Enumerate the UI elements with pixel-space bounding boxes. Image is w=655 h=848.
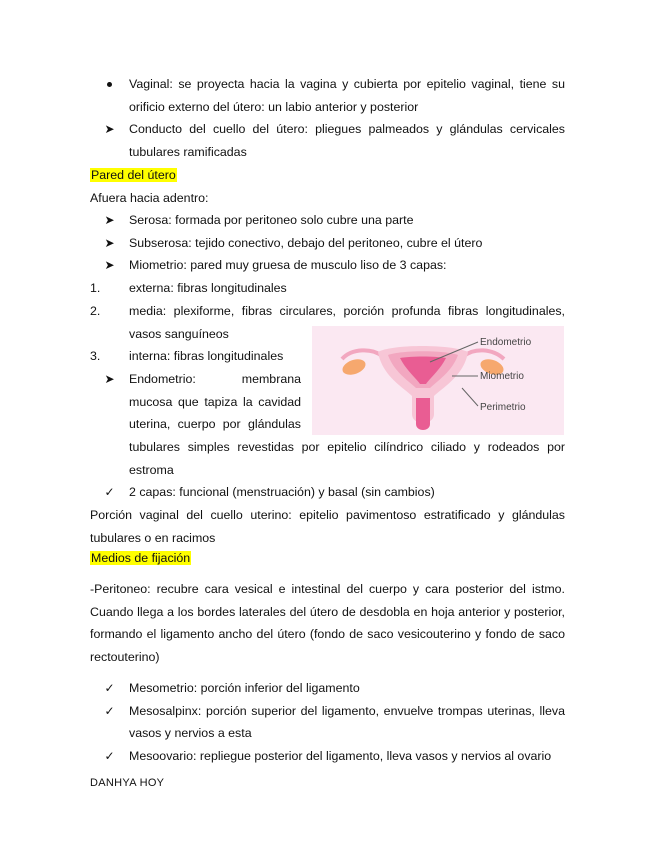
section-heading-text: Pared del útero: [91, 168, 176, 182]
cervix: [416, 398, 430, 430]
label-line-perimetrio: [462, 388, 478, 406]
list-number: 2.: [90, 303, 101, 318]
left-ovary: [340, 356, 367, 377]
list-item: [90, 232, 565, 255]
check-icon: ✓: [104, 681, 115, 695]
list-item: [90, 254, 565, 277]
list-item-text: Vaginal: se proyecta hacia la vagina y cubierta por epitelio vaginal, tiene su orificio externo del útero: un labio anterior y posterior: [129, 77, 565, 114]
section-heading-fijacion: [90, 547, 565, 570]
list-item-text: Serosa: formada por peritoneo solo cubre una parte: [129, 213, 414, 227]
porcion-paragraph: Porción vaginal del cuello uterino: epitelio pavimentoso estratificado y glándulas tubulares o en racimos: [90, 508, 565, 545]
layer-media-text: media: plexiforme, fibras circulares, porción profunda fibras longitudinales, vasos sanguíneos: [129, 303, 565, 341]
arrow-bullet-icon: ➤: [104, 122, 115, 137]
list-item-text: externa: fibras longitudinales: [129, 281, 287, 296]
list-item: [90, 73, 565, 118]
numbered-item: [90, 277, 565, 300]
arrow-bullet-icon: ➤: [104, 235, 115, 250]
list-item-text: 2 capas: funcional (menstruación) y basal (sin cambios): [129, 485, 435, 500]
list-item-text: Miometrio: pared muy gruesa de musculo liso de 3 capas:: [129, 258, 447, 273]
list-item-text: Conducto del cuello del útero: pliegues palmeados y glándulas cervicales tubulares ramificadas: [129, 122, 565, 160]
fijacion-list: [90, 677, 565, 768]
arrow-bullet-icon: ➤: [104, 258, 115, 273]
list-item: [90, 118, 565, 163]
endometrio-line: uterina, cuerpo por glándulas: [129, 417, 301, 432]
endometrio-word: membrana: [241, 371, 301, 386]
uterus-figure: [312, 326, 564, 435]
bullet-icon: [107, 82, 112, 87]
endometrio-label: Endometrio:: [129, 371, 196, 386]
list-item-text: Mesosalpinx: porción superior del ligamento, envuelve trompas uterinas, lleva vasos y nervios a esta: [129, 703, 565, 741]
right-tube: [464, 350, 504, 359]
uterus-diagram: [312, 326, 564, 435]
arrow-bullet-icon: ➤: [104, 371, 115, 386]
list-item-text: Subserosa: tejido conectivo, debajo del peritoneo, cubre el útero: [129, 235, 483, 250]
list-item-text: Mesometrio: porción inferior del ligamento: [129, 681, 360, 695]
endometrio-rest: tubulares simples revestidas por epitelio cilíndrico ciliado y rodeados por estroma: [129, 440, 565, 477]
label-perimetrio: Perimetrio: [480, 402, 526, 413]
endometrio-line: mucosa que tapiza la cavidad: [129, 394, 301, 409]
check-icon: ✓: [104, 485, 115, 500]
section-heading-pared: [90, 164, 565, 187]
check-icon: ✓: [104, 749, 115, 764]
top-list: [90, 73, 565, 164]
list-number: 1.: [90, 281, 101, 296]
list-number: 3.: [90, 349, 101, 364]
section-intro: Afuera hacia adentro:: [90, 191, 209, 205]
label-miometrio: Miometrio: [480, 371, 524, 382]
list-item: [90, 209, 565, 232]
page-footer: DANHYA HOY: [90, 777, 165, 789]
peritoneo-paragraph: -Peritoneo: recubre cara vesical e intestinal del cuerpo y cara posterior del istmo. Cuando llega a los bordes laterales del útero de desdobla en hoja anterior y posterior, formando el ligamento ancho del útero (fondo de saco vesicouterino y fondo de saco rectouterino): [90, 582, 565, 665]
checked-item: [90, 745, 565, 768]
checked-item: [90, 481, 565, 504]
list-item-text: Mesoovario: repliegue posterior del ligamento, lleva vasos y nervios al ovario: [129, 749, 552, 764]
checked-item: [90, 677, 565, 700]
arrow-bullet-icon: ➤: [104, 213, 115, 227]
check-icon: ✓: [104, 703, 115, 718]
left-tube: [342, 350, 382, 359]
section-heading-text: Medios de fijación: [91, 551, 191, 565]
list-item-text: interna: fibras longitudinales: [129, 349, 284, 364]
label-endometrio: Endometrio: [480, 337, 532, 348]
checked-item: [90, 700, 565, 745]
